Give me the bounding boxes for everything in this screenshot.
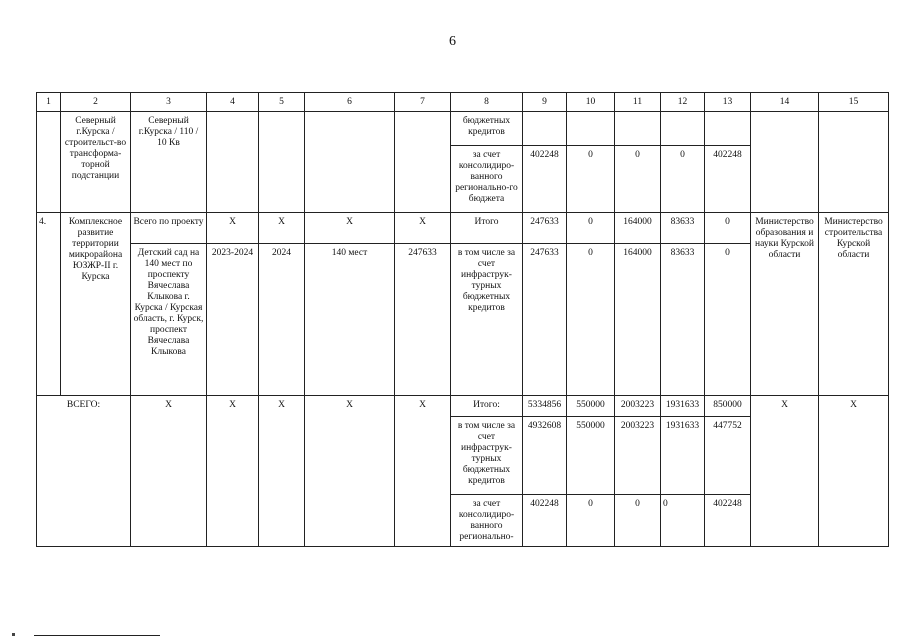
value-cell: 0 bbox=[567, 244, 615, 396]
col-header-13: 13 bbox=[705, 93, 751, 112]
project-name-cell: Северный г.Курска / строительст-во трансформа-торной подстанции bbox=[61, 112, 131, 213]
funding-source-cell: в том числе за счет инфраструк-турных бюджетных кредитов bbox=[451, 417, 523, 495]
value-cell: 4932608 bbox=[523, 417, 567, 495]
value-cell: 0 bbox=[705, 244, 751, 396]
value-cell: 447752 bbox=[705, 417, 751, 495]
value-cell: 247633 bbox=[523, 213, 567, 244]
col-header-15: 15 bbox=[819, 93, 889, 112]
table-row bbox=[37, 112, 889, 146]
value-cell: 83633 bbox=[661, 213, 705, 244]
col-header-4: 4 bbox=[207, 93, 259, 112]
value-cell bbox=[615, 112, 661, 146]
page-number: 6 bbox=[449, 34, 456, 49]
funding-source-cell: за счет консолидиро-ванного регионально- bbox=[451, 495, 523, 547]
col-header-2: 2 bbox=[61, 93, 131, 112]
cost-cell: X bbox=[395, 396, 451, 547]
row-number-cell bbox=[37, 112, 61, 213]
col-header-7: 7 bbox=[395, 93, 451, 112]
value-cell: 164000 bbox=[615, 213, 661, 244]
col-header-14: 14 bbox=[751, 93, 819, 112]
period-cell bbox=[207, 112, 259, 213]
col-header-8: 8 bbox=[451, 93, 523, 112]
responsible-cell bbox=[751, 112, 819, 213]
capacity-cell: 140 мест bbox=[305, 244, 395, 396]
value-cell: 550000 bbox=[567, 396, 615, 417]
col-header-1: 1 bbox=[37, 93, 61, 112]
value-cell: 0 bbox=[661, 146, 705, 213]
value-cell bbox=[705, 112, 751, 146]
project-name-cell: Комплексное развитие территории микрорайона ЮЗЖР-II г. Курска bbox=[61, 213, 131, 396]
year-cell: X bbox=[259, 213, 305, 244]
value-cell: 0 bbox=[661, 495, 705, 547]
capacity-cell bbox=[305, 112, 395, 213]
executor-cell bbox=[819, 112, 889, 213]
value-cell: 164000 bbox=[615, 244, 661, 396]
value-cell bbox=[567, 112, 615, 146]
value-cell: 0 bbox=[567, 213, 615, 244]
value-cell: 0 bbox=[567, 495, 615, 547]
funding-source-cell: за счет консолидиро-ванного регионально-го бюджета bbox=[451, 146, 523, 213]
table-row bbox=[37, 213, 889, 244]
col-header-12: 12 bbox=[661, 93, 705, 112]
year-cell: 2024 bbox=[259, 244, 305, 396]
value-cell: 550000 bbox=[567, 417, 615, 495]
cost-cell: X bbox=[395, 213, 451, 244]
value-cell: 1931633 bbox=[661, 396, 705, 417]
value-cell: 247633 bbox=[523, 244, 567, 396]
value-cell: 402248 bbox=[523, 495, 567, 547]
col-header-5: 5 bbox=[259, 93, 305, 112]
col-header-11: 11 bbox=[615, 93, 661, 112]
value-cell: 2003223 bbox=[615, 417, 661, 495]
responsible-cell: X bbox=[751, 396, 819, 547]
cost-cell bbox=[395, 112, 451, 213]
funding-source-cell: бюджетных кредитов bbox=[451, 112, 523, 146]
value-cell: 0 bbox=[615, 495, 661, 547]
cost-cell: 247633 bbox=[395, 244, 451, 396]
col-header-3: 3 bbox=[131, 93, 207, 112]
object-cell: Детский сад на 140 мест по проспекту Вячеслава Клыкова г. Курска / Курская область, г. Курск, проспект Вячеслава Клыкова bbox=[131, 244, 207, 396]
capacity-cell: X bbox=[305, 396, 395, 547]
value-cell: 2003223 bbox=[615, 396, 661, 417]
value-cell: 402248 bbox=[705, 146, 751, 213]
col-header-10: 10 bbox=[567, 93, 615, 112]
funding-source-cell: Итого bbox=[451, 213, 523, 244]
col-header-9: 9 bbox=[523, 93, 567, 112]
period-cell: X bbox=[207, 396, 259, 547]
object-cell: Всего по проекту bbox=[131, 213, 207, 244]
value-cell: 5334856 bbox=[523, 396, 567, 417]
total-label-cell: ВСЕГО: bbox=[37, 396, 131, 547]
column-number-row bbox=[37, 93, 889, 112]
period-cell: X bbox=[207, 213, 259, 244]
investment-projects-table bbox=[36, 92, 889, 547]
scan-dot bbox=[12, 633, 15, 636]
object-cell: X bbox=[131, 396, 207, 547]
footnote-line bbox=[34, 635, 160, 636]
year-cell: X bbox=[259, 396, 305, 547]
value-cell: 850000 bbox=[705, 396, 751, 417]
capacity-cell: X bbox=[305, 213, 395, 244]
value-cell: 1931633 bbox=[661, 417, 705, 495]
value-cell: 83633 bbox=[661, 244, 705, 396]
value-cell: 0 bbox=[567, 146, 615, 213]
executor-cell: Министерство строительства Курской области bbox=[819, 213, 889, 396]
table-row bbox=[37, 396, 889, 417]
funding-source-cell: в том числе за счет инфраструк-турных бюджетных кредитов bbox=[451, 244, 523, 396]
responsible-cell: Министерство образования и науки Курской области bbox=[751, 213, 819, 396]
row-number-cell: 4. bbox=[37, 213, 61, 396]
value-cell bbox=[523, 112, 567, 146]
col-header-6: 6 bbox=[305, 93, 395, 112]
value-cell: 402248 bbox=[705, 495, 751, 547]
executor-cell: X bbox=[819, 396, 889, 547]
year-cell bbox=[259, 112, 305, 213]
funding-source-cell: Итого: bbox=[451, 396, 523, 417]
value-cell: 402248 bbox=[523, 146, 567, 213]
period-cell: 2023-2024 bbox=[207, 244, 259, 396]
value-cell: 0 bbox=[705, 213, 751, 244]
value-cell: 0 bbox=[615, 146, 661, 213]
object-cell: Северный г.Курска / 110 / 10 Кв bbox=[131, 112, 207, 213]
value-cell bbox=[661, 112, 705, 146]
